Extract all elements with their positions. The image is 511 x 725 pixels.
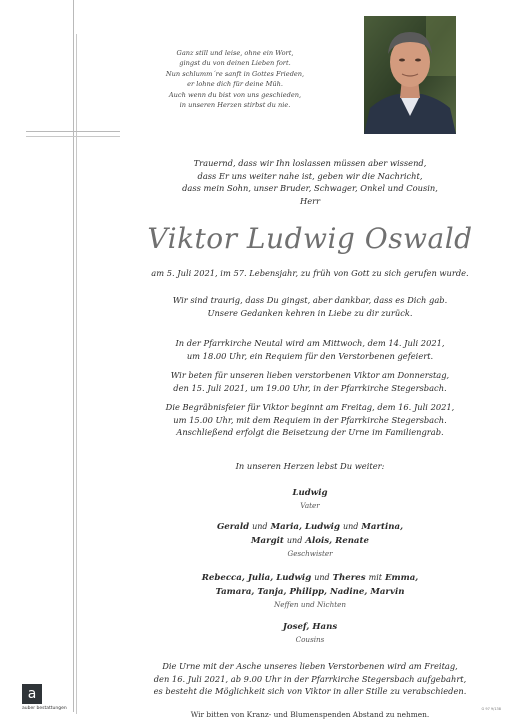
- requiem-line: um 18.00 Uhr, ein Requiem für den Verstorbenen gefeiert.: [186, 350, 434, 361]
- sad-text: [120, 294, 500, 319]
- sibling-name: Alois, Renate: [305, 536, 369, 546]
- cross-horizontal-beam-2: [26, 136, 120, 137]
- margin-line: [73, 0, 74, 712]
- intro-line: Trauernd, dass wir Ihn loslassen müssen aber wissend,: [193, 158, 427, 168]
- funeral-text: [120, 401, 500, 439]
- poem-line: Nun schlumm´re sanft in Gottes Frieden,: [165, 69, 305, 78]
- intro-text: [120, 157, 500, 207]
- print-code: G 97 9/138: [481, 707, 501, 711]
- funeral-line: Anschließend erfolgt die Beisetzung der Urne im Familiengrab.: [176, 427, 444, 438]
- relative-name: Rebecca, Julia, Ludwig: [201, 573, 312, 583]
- father-relation: Vater: [300, 501, 320, 510]
- funeral-line: Die Begräbnisfeier für Viktor beginnt am Freitag, dem 16. Juli 2021,: [165, 402, 455, 412]
- hearts-text: [120, 460, 500, 473]
- poem-line: in unseren Herzen stirbst du nie.: [179, 101, 291, 110]
- urn-line: den 16. Juli 2021, ab 9.00 Uhr in der Pfarrkirche Stegersbach aufgebahrt,: [153, 673, 467, 684]
- poem-line: er lohne dich für deine Müh.: [187, 80, 283, 89]
- logo-text: auber bestattungen: [22, 706, 67, 711]
- sibling-name: Martina,: [361, 522, 404, 532]
- conjunction: mit: [368, 573, 382, 582]
- death-line: [120, 267, 500, 280]
- nn-relation: Neffen und Nichten: [274, 600, 346, 609]
- intro-line: dass mein Sohn, unser Bruder, Schwager, Onkel und Cousin,: [182, 183, 438, 194]
- poem-line: Ganz still und leise, ohne ein Wort,: [176, 49, 294, 57]
- nn-line-1: [120, 571, 500, 585]
- siblings-line-1: [120, 520, 500, 534]
- family-nieces-nephews: [120, 571, 500, 610]
- urn-line: es besteht die Möglichkeit sich von Viktor in aller Stille zu verabschieden.: [153, 686, 467, 697]
- undertaker-logo: [22, 684, 67, 711]
- family-cousins: [120, 620, 500, 645]
- urn-text: [120, 660, 500, 698]
- intro-line: dass Er uns weiter nahe ist, geben wir die Nachricht,: [197, 170, 423, 181]
- relative-name: Theres: [332, 573, 366, 583]
- deceased-name: Viktor Ludwig Oswald: [147, 222, 473, 255]
- cousins-name: Josef, Hans: [282, 622, 338, 632]
- family-father: [120, 486, 500, 511]
- death-line-text: am 5. Juli 2021, im 57. Lebensjahr, zu früh von Gott zu sich gerufen wurde.: [151, 268, 469, 278]
- sad-line: Wir sind traurig, dass Du gingst, aber dankbar, dass es Dich gab.: [172, 295, 448, 305]
- funeral-line: um 15.00 Uhr, mit dem Requiem in der Pfarrkirche Stegersbach.: [173, 414, 447, 425]
- sad-line: Unsere Gedanken kehren in Liebe zu dir zurück.: [207, 307, 413, 318]
- conjunction: und: [286, 536, 303, 545]
- sibling-name: Gerald: [216, 522, 250, 532]
- prayer-text: [120, 369, 500, 394]
- portrait-photo: [364, 16, 456, 134]
- prayer-line: den 15. Juli 2021, um 19.00 Uhr, in der Pfarrkirche Stegersbach.: [173, 382, 447, 393]
- family-siblings: [120, 520, 500, 559]
- prayer-line: Wir beten für unseren lieben verstorbenen Viktor am Donnerstag,: [170, 370, 450, 380]
- sibling-name: Maria, Ludwig: [270, 522, 340, 532]
- sibling-name: Margit: [251, 536, 284, 546]
- conjunction: und: [314, 573, 330, 582]
- relative-name: Emma,: [384, 573, 419, 583]
- nn-line-2: Tamara, Tanja, Philipp, Nadine, Marvin: [215, 587, 405, 597]
- poem: [150, 48, 320, 110]
- hearts-line: In unseren Herzen lebst Du weiter:: [235, 461, 385, 471]
- siblings-line-2: [120, 534, 500, 548]
- logo-icon: a: [22, 684, 42, 704]
- siblings-relation: Geschwister: [287, 549, 333, 558]
- cross-horizontal-beam: [26, 131, 120, 132]
- requiem-line: In der Pfarrkirche Neutal wird am Mittwoch, dem 14. Juli 2021,: [175, 338, 445, 348]
- cousins-relation: Cousins: [295, 635, 325, 644]
- conjunction: und: [342, 522, 359, 531]
- intro-line: Herr: [299, 195, 321, 206]
- urn-line: Die Urne mit der Asche unseres lieben Verstorbenen wird am Freitag,: [162, 661, 458, 671]
- poem-line: Auch wenn du bist von uns geschieden,: [168, 90, 302, 99]
- footer-note: Wir bitten von Kranz- und Blumenspenden Abstand zu nehmen.: [190, 710, 430, 719]
- conjunction: und: [252, 522, 268, 531]
- requiem-text: [120, 337, 500, 362]
- father-name: Ludwig: [292, 488, 328, 498]
- poem-line: gingst du von deinen Lieben fort.: [179, 59, 291, 68]
